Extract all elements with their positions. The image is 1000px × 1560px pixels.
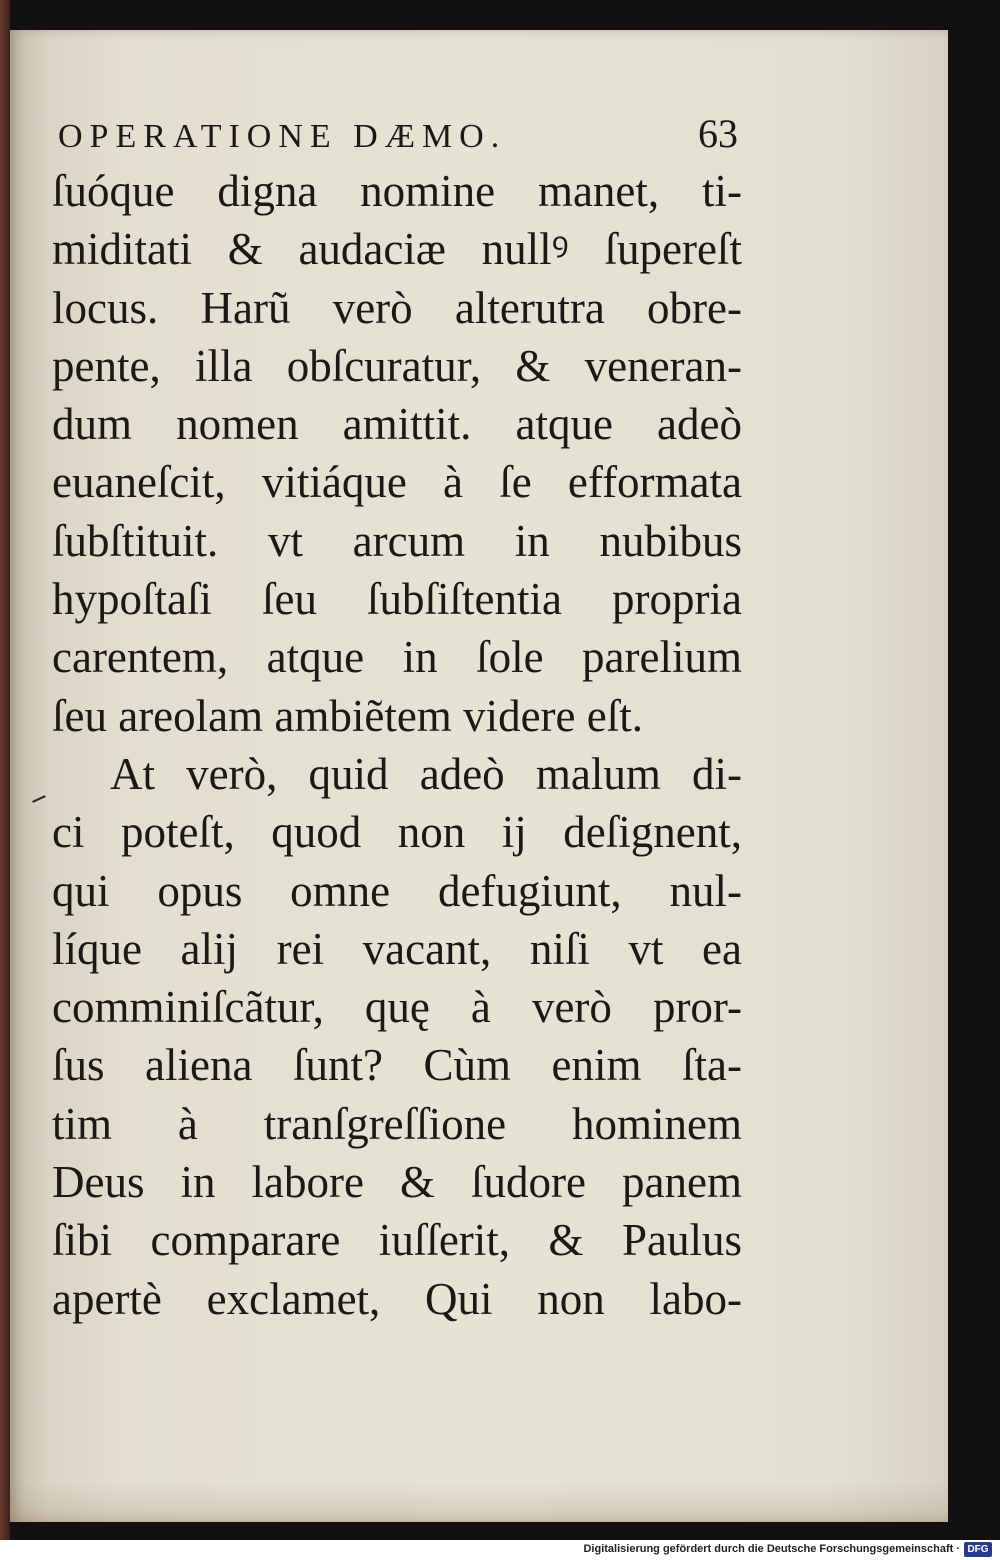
running-head [58,110,738,160]
page-number: 63 [698,111,738,156]
text-line: hypoſtaſi ſeu ſubſiſtentia propria [52,574,742,625]
text-line: dum nomen amittit. atque adeò [52,399,742,450]
text-line: ci poteſt, quod non ij deſignent, [52,807,742,858]
text-line: qui opus omne defugiunt, nul- [52,865,742,916]
text-line: ſubſtituit. vt arcum in nubibus [52,515,742,566]
running-title: OPERATIONE DÆMO. [58,118,507,155]
text-line: At verò, quid adeò malum di- [110,748,742,799]
text-line: tim à tranſgreſſione hominem [52,1098,742,1149]
text-line: comminiſcãtur, quę à verò pror- [52,982,742,1033]
text-line: Deus in labore & ſudore panem [52,1157,742,1208]
text-line: ſus aliena ſunt? Cùm enim ſta- [52,1040,742,1091]
text-line: líque alij rei vacant, niſi vt ea [52,923,742,974]
text-line: carentem, atque in ſole parelium [52,632,742,683]
footer-bar [0,1540,1000,1560]
margin-mark [32,795,46,803]
text-line: ſeu areolam ambiẽtem videre eſt. [52,690,643,741]
text-line: locus. Harũ verò alterutra obre- [52,282,742,333]
funding-credit: Digitalisierung gefördert durch die Deutsche Forschungsgemeinschaft · [583,1543,960,1555]
text-line: ſibi comparare iuſſerit, & Paulus [52,1215,742,1266]
text-line: euaneſcit, vitiáque à ſe efformata [52,457,742,508]
text-line: pente, illa obſcuratur, & veneran- [52,340,742,391]
book-page [10,30,948,1522]
text-line: apertè exclamet, Qui non labo- [52,1273,742,1324]
text-line: ſuóque digna nomine manet, ti- [52,166,742,216]
text-block [52,162,742,1328]
text-line: miditati & audaciæ nullꝰ ſupereſt [52,224,742,275]
dfg-logo: DFG [964,1542,992,1557]
